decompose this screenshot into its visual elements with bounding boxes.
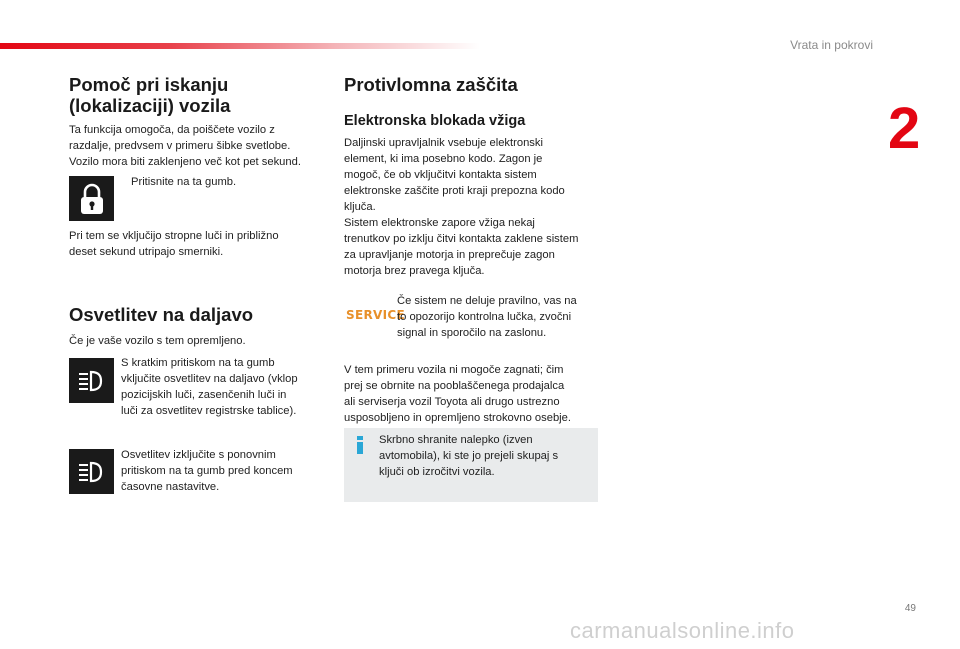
left-column (69, 74, 331, 493)
high-beam-button-off (69, 449, 114, 494)
service-warning-icon: SERVICE (346, 308, 405, 322)
lock-button-icon (69, 176, 114, 221)
locate-title: Pomoč pri iskanju (lokalizaciji) vozila (69, 74, 231, 116)
locate-after: Pri tem se vključijo stropne luči in približno deset sekund utripajo smerniki. (69, 230, 279, 258)
page-number: 49 (904, 603, 916, 614)
chapter-number: 2 (888, 96, 921, 161)
anti-theft-title: Protivlomna zaščita (344, 74, 518, 95)
headlight-icon (77, 369, 107, 393)
immobilizer-body2: Sistem elektronske zapore vžiga nekaj trenutkov po izklju čitvi kontakta zaklene sistem za upravljanje motorja in preprečuje zagon motorja brez pravega ključa. (344, 217, 579, 277)
lock-icon (78, 183, 106, 215)
right-column (344, 74, 600, 478)
locate-intro: Ta funkcija omogoča, da poiščete vozilo z razdalje, predvsem v primeru šibke svetlobe. Vozilo mora biti zaklenjeno več kot pet sekund. (69, 124, 301, 168)
service-text: Če sistem ne deluje pravilno, vas na to opozorijo kontrolna lučka, zvočni signal in sporočilo na zaslonu. (397, 295, 577, 339)
immobilizer-body1: Daljinski upravljalnik vsebuje elektronski element, ki ima posebno kodo. Zagon je mogoč, če ob vključitvi kontakta sistem elektronske zaščite proti kraji prepozna kodo ključa. (344, 137, 565, 213)
chapter-name: Vrata in pokrovi (790, 38, 873, 52)
high-beam-title: Osvetlitev na daljavo (69, 304, 254, 325)
info-note-box (344, 428, 598, 502)
locate-action: Pritisnite na ta gumb. (131, 176, 237, 188)
high-beam-off-text: Osvetlitev izključite s ponovnim pritiskom na ta gumb pred koncem časovne nastavitve. (121, 449, 293, 493)
high-beam-button-on (69, 358, 114, 403)
headlight-icon (77, 460, 107, 484)
high-beam-intro: Če je vaše vozilo s tem opremljeno. (69, 335, 246, 347)
immobilizer-subtitle: Elektronska blokada vžiga (344, 113, 526, 129)
immobilizer-body3: V tem primeru vozila ni mogoče zagnati; čim prej se obrnite na pooblaščenega prodajalca ali serviserja vozil Toyota ali drugo ustrezno usposobljeno in opremljeno strokovno osebje. (344, 364, 572, 424)
watermark: carmanualsonline.info (570, 618, 795, 643)
header-accent-bar (0, 43, 480, 49)
info-note-text: Skrbno shranite nalepko (izven avtomobila), ki ste jo prejeli skupaj s ključi ob izročitvi vozila. (379, 434, 559, 478)
high-beam-on-text: S kratkim pritiskom na ta gumb vključite osvetlitev na daljavo (vklop pozicijskih luči, zasenčenih luči in luči za osvetlitev registrske tablice). (121, 357, 298, 417)
info-icon (354, 436, 366, 454)
